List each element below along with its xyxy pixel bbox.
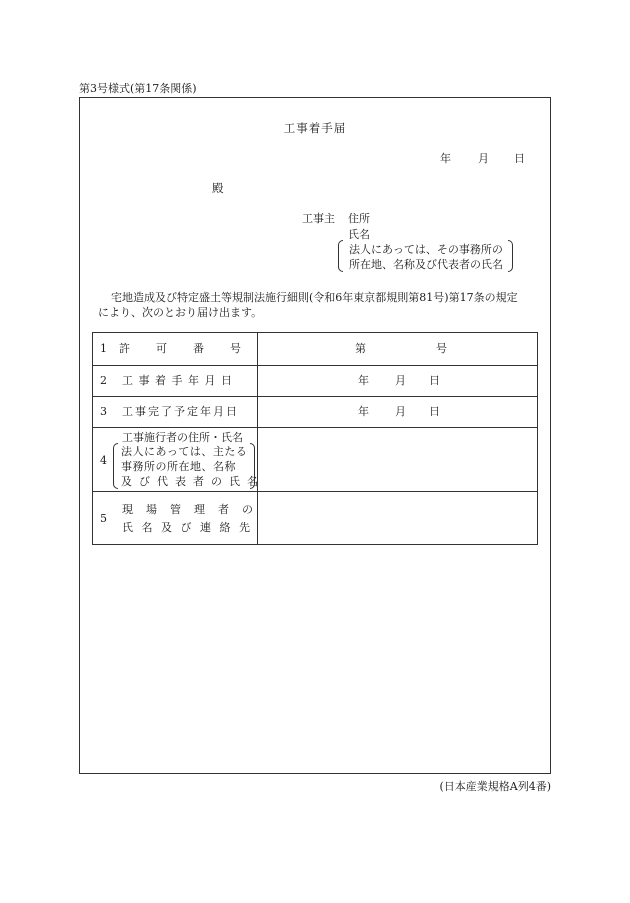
row3-year: 年 <box>358 405 369 418</box>
row1-value-prefix: 第 <box>355 342 366 355</box>
bracket-left <box>338 240 343 272</box>
row3-label: 工事完了予定年月日 <box>122 405 239 418</box>
applicant-note-line1: 法人にあっては、その事務所の <box>349 243 503 256</box>
row4-number: 4 <box>100 454 107 467</box>
applicant-corporate-note <box>338 240 513 272</box>
bracket-left <box>113 443 118 489</box>
row2-month: 月 <box>395 374 406 387</box>
row4-corporate-note <box>113 443 265 489</box>
row3-month: 月 <box>395 405 406 418</box>
row1-label-text: 許可番号 <box>119 342 267 355</box>
row5-number: 5 <box>100 512 107 525</box>
date-year-label: 年 <box>440 152 451 165</box>
addressee-suffix: 殿 <box>212 181 224 195</box>
row3-day: 日 <box>429 405 440 418</box>
applicant-label: 工事主 <box>302 212 335 225</box>
row3-number: 3 <box>100 405 107 418</box>
date-month-label: 月 <box>478 152 489 165</box>
row4-label-line3: 事務所の所在地、名称 <box>121 460 236 473</box>
row1-value-suffix: 号 <box>436 342 447 355</box>
date-day-label: 日 <box>514 152 525 165</box>
bracket-right <box>250 443 255 489</box>
paper-size-note: (日本産業規格A列4番) <box>439 780 551 793</box>
row2-year: 年 <box>358 374 369 387</box>
intro-line2: により、次のとおり届け出ます。 <box>98 306 263 319</box>
document-title: 工事着手届 <box>283 121 347 135</box>
applicant-note-line2: 所在地、名称及び代表者の氏名 <box>349 258 503 271</box>
row4-label-line2: 法人にあっては、主たる <box>121 445 248 458</box>
notification-table <box>92 332 538 545</box>
row2-label: 工事着手年月日 <box>122 374 238 387</box>
row5-label-line2: 氏名及び連絡先 <box>122 521 259 534</box>
row-divider <box>93 396 537 397</box>
row-divider <box>93 365 537 366</box>
row5-label-line1: 現場管理者の <box>122 503 266 516</box>
applicant-name-label: 氏名 <box>348 228 370 241</box>
row4-label-line1: 工事施行者の住所・氏名 <box>122 431 243 444</box>
bracket-right <box>508 240 513 272</box>
intro-line1: 宅地造成及び特定盛土等規制法施行細則(令和6年東京都規則第81号)第17条の規定 <box>111 291 518 304</box>
applicant-address-label: 住所 <box>348 212 370 225</box>
form-number: 第3号様式(第17条関係) <box>79 82 197 95</box>
row-divider <box>93 491 537 492</box>
row-divider <box>93 427 537 428</box>
row2-number: 2 <box>100 374 107 387</box>
row2-day: 日 <box>429 374 440 387</box>
row1-label <box>119 342 267 355</box>
row4-label-line4: 及び代表者の氏名 <box>121 475 265 488</box>
row1-number: 1 <box>100 342 107 355</box>
